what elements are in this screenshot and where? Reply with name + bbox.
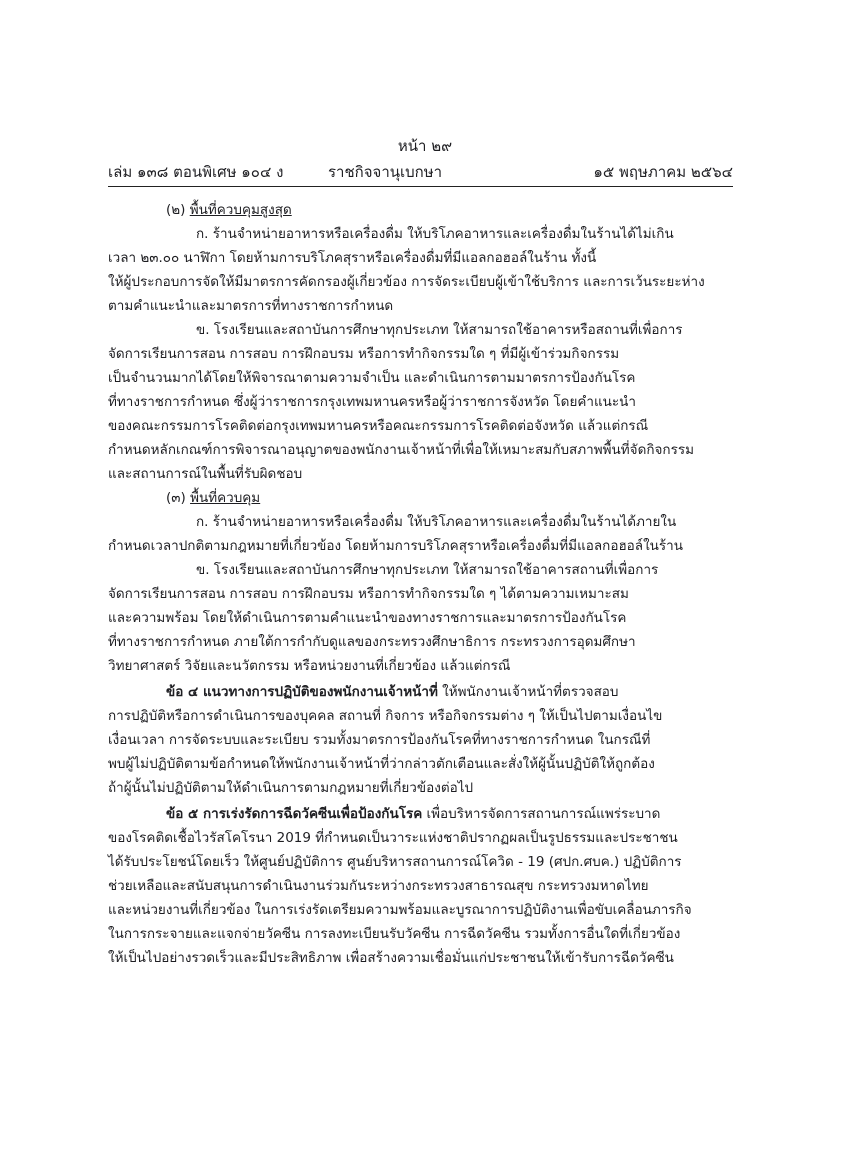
text-line: ช่วยเหลือและสนับสนุนการดำเนินงานร่วมกันระหว่างกระทรวงสาธารณสุข กระทรวงมหาดไทย [108, 878, 649, 894]
header-date: ๑๕ พฤษภาคม ๒๕๖๔ [593, 163, 733, 181]
clause-4-text: ให้พนักงานเจ้าหน้าที่ตรวจสอบ [437, 684, 619, 700]
text-line: พบผู้ไม่ปฏิบัติตามข้อกำหนดให้พนักงานเจ้าหน้าที่ว่ากล่าวตักเตือนและสั่งให้ผู้นั้นปฏิบัติให้ถูกต้อง [108, 756, 655, 772]
text-line: จัดการเรียนการสอน การสอบ การฝึกอบรม หรือการทำกิจกรรมใด ๆ ได้ตามความเหมาะสม [108, 586, 629, 602]
clause-5-text: เพื่อบริหารจัดการสถานการณ์แพร่ระบาด [422, 806, 661, 822]
text-line: ข. โรงเรียนและสถาบันการศึกษาทุกประเภท ให้สามารถใช้อาคารสถานที่เพื่อการ [196, 562, 659, 578]
section-number: (๓) [166, 490, 186, 506]
clause-4-title: ข้อ ๔ แนวทางการปฏิบัติของพนักงานเจ้าหน้าที่ [166, 684, 438, 700]
text-line: ในการกระจายและแจกจ่ายวัคซีน การลงทะเบียนรับวัคซีน การฉีดวัคซีน รวมทั้งการอื่นใดที่เกี่ยวข้อง [108, 926, 681, 942]
text-line: เงื่อนเวลา การจัดระบบและระเบียบ รวมทั้งมาตรการป้องกันโรคที่ทางราชการกำหนด ในกรณีที่ [108, 732, 651, 748]
text-line: ของโรคติดเชื้อไวรัสโคโรนา 2019 ที่กำหนดเป็นวาระแห่งชาติปรากฏผลเป็นรูปธรรมและประชาชน [108, 830, 678, 846]
text-line: ของคณะกรรมการโรคติดต่อกรุงเทพมหานครหรือคณะกรรมการโรคติดต่อจังหวัด แล้วแต่กรณี [108, 418, 649, 434]
text-line: และหน่วยงานที่เกี่ยวข้อง ในการเร่งรัดเตรียมความพร้อมและบูรณาการปฏิบัติงานเพื่อขับเคลื่อนภารกิจ [108, 902, 692, 918]
section-heading-2 [166, 204, 706, 218]
page-number: หน้า ๒๙ [397, 137, 453, 155]
section-title: พื้นที่ควบคุม [190, 490, 261, 506]
text-line: กำหนดเวลาปกติตามกฎหมายที่เกี่ยวข้อง โดยห้ามการบริโภคสุราหรือเครื่องดื่มที่มีแอลกอฮอล์ในร้าน [108, 538, 683, 554]
text-line: ได้รับประโยชน์โดยเร็ว ให้ศูนย์ปฏิบัติการ ศูนย์บริหารสถานการณ์โควิด - 19 (ศปก.ศบค.) ปฏิบัติการ [108, 854, 682, 870]
text-line: การปฏิบัติหรือการดำเนินการของบุคคล สถานที่ กิจการ หรือกิจกรรมต่าง ๆ ให้เป็นไปตามเงื่อนไข [108, 708, 663, 724]
text-line: และความพร้อม โดยให้ดำเนินการตามคำแนะนำของทางราชการและมาตรการป้องกันโรค [108, 610, 627, 626]
text-line: ก. ร้านจำหน่ายอาหารหรือเครื่องดื่ม ให้บริโภคอาหารและเครื่องดื่มในร้านได้ไม่เกิน [196, 226, 674, 242]
clause-4-line [166, 686, 706, 700]
text-line: ก. ร้านจำหน่ายอาหารหรือเครื่องดื่ม ให้บริโภคอาหารและเครื่องดื่มในร้านได้ภายใน [196, 514, 677, 530]
text-line: เป็นจำนวนมากได้โดยให้พิจารณาตามความจำเป็น และดำเนินการตามมาตรการป้องกันโรค [108, 370, 636, 386]
section-heading-3 [166, 492, 706, 506]
text-line: เวลา ๒๓.๐๐ นาฬิกา โดยห้ามการบริโภคสุราหรือเครื่องดื่มที่มีแอลกอฮอล์ในร้าน ทั้งนี้ [108, 250, 597, 266]
clause-5-title: ข้อ ๕ การเร่งรัดการฉีดวัคซีนเพื่อป้องกันโรค [166, 806, 423, 822]
text-line: ข. โรงเรียนและสถาบันการศึกษาทุกประเภท ให้สามารถใช้อาคารหรือสถานที่เพื่อการ [196, 322, 683, 338]
text-line: ตามคำแนะนำและมาตรการที่ทางราชการกำหนด [108, 298, 394, 314]
text-line: ให้เป็นไปอย่างรวดเร็วและมีประสิทธิภาพ เพื่อสร้างความเชื่อมั่นแก่ประชาชนให้เข้ารับการฉีดวัคซีน [108, 950, 674, 966]
text-line: กำหนดหลักเกณฑ์การพิจารณาอนุญาตของพนักงานเจ้าหน้าที่เพื่อให้เหมาะสมกับสภาพพื้นที่จัดกิจกรรม [108, 442, 695, 458]
clause-5-line [166, 808, 706, 822]
text-line: จัดการเรียนการสอน การสอบ การฝึกอบรม หรือการทำกิจกรรมใด ๆ ที่มีผู้เข้าร่วมกิจกรรม [108, 346, 620, 362]
section-number: (๒) [166, 202, 186, 218]
section-title: พื้นที่ควบคุมสูงสุด [189, 202, 292, 218]
text-line: ที่ทางราชการกำหนด ภายใต้การกำกับดูแลของกระทรวงศึกษาธิการ กระทรวงการอุดมศึกษา [108, 634, 636, 650]
header-publication: ราชกิจจานุเบกษา [328, 163, 443, 181]
text-line: วิทยาศาสตร์ วิจัยและนวัตกรรม หรือหน่วยงานที่เกี่ยวข้อง แล้วแต่กรณี [108, 658, 511, 674]
header-rule [108, 186, 733, 187]
header-issue: เล่ม ๑๓๘ ตอนพิเศษ ๑๐๔ ง [108, 163, 284, 181]
text-line: ถ้าผู้นั้นไม่ปฏิบัติตามให้ดำเนินการตามกฎหมายที่เกี่ยวข้องต่อไป [108, 780, 474, 796]
text-line: ที่ทางราชการกำหนด ซึ่งผู้ว่าราชการกรุงเทพมหานครหรือผู้ว่าราชการจังหวัด โดยคำแนะนำ [108, 394, 636, 410]
text-line: และสถานการณ์ในพื้นที่รับผิดชอบ [108, 466, 303, 482]
text-line: ให้ผู้ประกอบการจัดให้มีมาตรการคัดกรองผู้เกี่ยวข้อง การจัดระเบียบผู้เข้าใช้บริการ และการเว้นระยะห่าง [108, 274, 705, 290]
gazette-header [108, 160, 733, 182]
